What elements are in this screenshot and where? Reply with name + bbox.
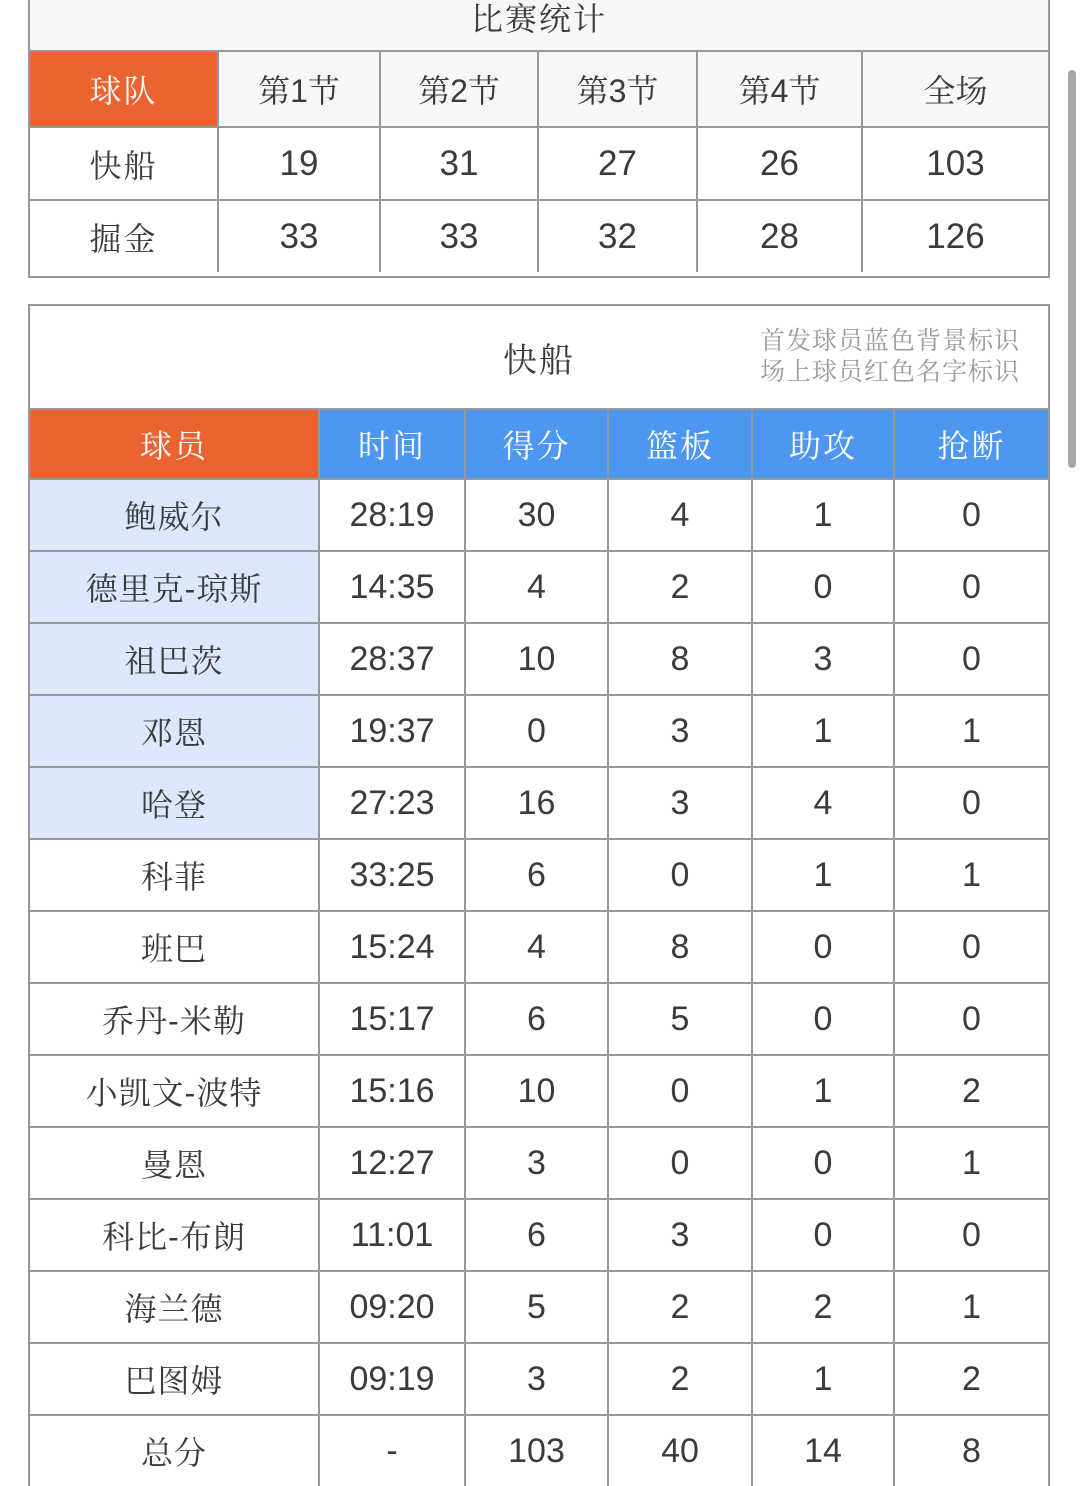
- legend-note: [760, 326, 1020, 388]
- score-cell: 19: [217, 128, 379, 199]
- time-cell: 09:20: [318, 1272, 464, 1342]
- player-table-title-row: [30, 306, 1048, 408]
- team-title: 快船: [503, 341, 575, 380]
- points-cell: 6: [464, 1200, 607, 1270]
- points-cell: 6: [464, 984, 607, 1054]
- player-name-cell: 科菲: [30, 840, 318, 910]
- rebounds-cell: 0: [607, 840, 751, 910]
- steals-cell: 0: [893, 552, 1048, 622]
- player-row: [30, 982, 1048, 1054]
- points-cell: 4: [464, 552, 607, 622]
- quarter-score-table: [28, 0, 1050, 278]
- assists-cell: 2: [751, 1272, 893, 1342]
- legend-line-starters: 首发球员蓝色背景标识: [759, 327, 1020, 355]
- steals-cell: 1: [893, 1272, 1048, 1342]
- time-cell: -: [318, 1416, 464, 1486]
- time-cell: 11:01: [318, 1200, 464, 1270]
- points-cell: 6: [464, 840, 607, 910]
- time-cell: 09:19: [318, 1344, 464, 1414]
- column-header-full: 全场: [861, 52, 1048, 126]
- score-cell: 33: [217, 201, 379, 272]
- column-header-team: 球队: [30, 52, 217, 126]
- score-cell: 26: [696, 128, 861, 199]
- player-stats-table: [28, 304, 1050, 1486]
- column-header-player: 球员: [30, 410, 318, 478]
- column-header-q4: 第4节: [696, 52, 861, 126]
- player-name-cell: 曼恩: [30, 1128, 318, 1198]
- score-cell: 31: [379, 128, 537, 199]
- points-cell: 3: [464, 1128, 607, 1198]
- steals-cell: 1: [893, 696, 1048, 766]
- rebounds-cell: 8: [607, 624, 751, 694]
- player-row: [30, 622, 1048, 694]
- points-cell: 10: [464, 624, 607, 694]
- time-cell: 27:23: [318, 768, 464, 838]
- time-cell: 15:24: [318, 912, 464, 982]
- player-name-cell: 海兰德: [30, 1272, 318, 1342]
- steals-cell: 0: [893, 480, 1048, 550]
- column-header-q2: 第2节: [379, 52, 537, 126]
- assists-cell: 4: [751, 768, 893, 838]
- steals-cell: 1: [893, 1128, 1048, 1198]
- points-cell: 16: [464, 768, 607, 838]
- quarter-table-title: 比赛统计: [30, 0, 1048, 50]
- quarter-table-header-row: [30, 50, 1048, 126]
- rebounds-cell: 40: [607, 1416, 751, 1486]
- assists-cell: 14: [751, 1416, 893, 1486]
- column-header-q3: 第3节: [537, 52, 696, 126]
- assists-cell: 1: [751, 840, 893, 910]
- rebounds-cell: 3: [607, 696, 751, 766]
- assists-cell: 0: [751, 984, 893, 1054]
- player-name-cell: 班巴: [30, 912, 318, 982]
- assists-cell: 1: [751, 1344, 893, 1414]
- player-row: [30, 1342, 1048, 1414]
- assists-cell: 1: [751, 1056, 893, 1126]
- time-cell: 19:37: [318, 696, 464, 766]
- player-name-cell: 祖巴茨: [30, 624, 318, 694]
- player-table-header-row: [30, 408, 1048, 478]
- steals-cell: 0: [893, 624, 1048, 694]
- time-cell: 28:37: [318, 624, 464, 694]
- player-name-cell: 哈登: [30, 768, 318, 838]
- steals-cell: 0: [893, 768, 1048, 838]
- points-cell: 10: [464, 1056, 607, 1126]
- legend-line-oncourt: 场上球员红色名字标识: [759, 358, 1020, 386]
- rebounds-cell: 5: [607, 984, 751, 1054]
- steals-cell: 0: [893, 1200, 1048, 1270]
- team-name-cell: 快船: [30, 128, 217, 199]
- score-cell: 27: [537, 128, 696, 199]
- player-name-cell: 科比-布朗: [30, 1200, 318, 1270]
- player-row: [30, 838, 1048, 910]
- player-name-cell: 邓恩: [30, 696, 318, 766]
- assists-cell: 0: [751, 912, 893, 982]
- player-name-cell: 总分: [30, 1416, 318, 1486]
- steals-cell: 1: [893, 840, 1048, 910]
- time-cell: 28:19: [318, 480, 464, 550]
- player-row: [30, 550, 1048, 622]
- assists-cell: 1: [751, 480, 893, 550]
- player-row: [30, 910, 1048, 982]
- team-name-cell: 掘金: [30, 201, 217, 272]
- steals-cell: 8: [893, 1416, 1048, 1486]
- rebounds-cell: 2: [607, 1344, 751, 1414]
- column-header-time: 时间: [318, 410, 464, 478]
- time-cell: 12:27: [318, 1128, 464, 1198]
- points-cell: 4: [464, 912, 607, 982]
- table-row: [30, 126, 1048, 199]
- total-row: [30, 1414, 1048, 1486]
- score-cell: 28: [696, 201, 861, 272]
- player-name-cell: 巴图姆: [30, 1344, 318, 1414]
- assists-cell: 0: [751, 552, 893, 622]
- player-row: [30, 1054, 1048, 1126]
- steals-cell: 0: [893, 912, 1048, 982]
- rebounds-cell: 3: [607, 768, 751, 838]
- player-row: [30, 1198, 1048, 1270]
- rebounds-cell: 8: [607, 912, 751, 982]
- points-cell: 30: [464, 480, 607, 550]
- rebounds-cell: 2: [607, 1272, 751, 1342]
- points-cell: 103: [464, 1416, 607, 1486]
- points-cell: 0: [464, 696, 607, 766]
- player-name-cell: 小凯文-波特: [30, 1056, 318, 1126]
- rebounds-cell: 0: [607, 1056, 751, 1126]
- player-name-cell: 鲍威尔: [30, 480, 318, 550]
- scrollbar-thumb[interactable]: [1068, 70, 1076, 468]
- points-cell: 3: [464, 1344, 607, 1414]
- time-cell: 15:17: [318, 984, 464, 1054]
- rebounds-cell: 2: [607, 552, 751, 622]
- column-header-points: 得分: [464, 410, 607, 478]
- time-cell: 14:35: [318, 552, 464, 622]
- steals-cell: 2: [893, 1056, 1048, 1126]
- player-row: [30, 478, 1048, 550]
- score-cell: 103: [861, 128, 1048, 199]
- rebounds-cell: 0: [607, 1128, 751, 1198]
- assists-cell: 1: [751, 696, 893, 766]
- column-header-q1: 第1节: [217, 52, 379, 126]
- player-row: [30, 766, 1048, 838]
- player-row: [30, 694, 1048, 766]
- assists-cell: 0: [751, 1128, 893, 1198]
- steals-cell: 2: [893, 1344, 1048, 1414]
- time-cell: 33:25: [318, 840, 464, 910]
- player-row: [30, 1270, 1048, 1342]
- player-name-cell: 乔丹-米勒: [30, 984, 318, 1054]
- player-row: [30, 1126, 1048, 1198]
- column-header-rebounds: 篮板: [607, 410, 751, 478]
- time-cell: 15:16: [318, 1056, 464, 1126]
- assists-cell: 3: [751, 624, 893, 694]
- score-cell: 33: [379, 201, 537, 272]
- points-cell: 5: [464, 1272, 607, 1342]
- table-row: [30, 199, 1048, 272]
- assists-cell: 0: [751, 1200, 893, 1270]
- steals-cell: 0: [893, 984, 1048, 1054]
- score-cell: 126: [861, 201, 1048, 272]
- column-header-assists: 助攻: [751, 410, 893, 478]
- rebounds-cell: 4: [607, 480, 751, 550]
- player-name-cell: 德里克-琼斯: [30, 552, 318, 622]
- column-header-steals: 抢断: [893, 410, 1048, 478]
- rebounds-cell: 3: [607, 1200, 751, 1270]
- score-cell: 32: [537, 201, 696, 272]
